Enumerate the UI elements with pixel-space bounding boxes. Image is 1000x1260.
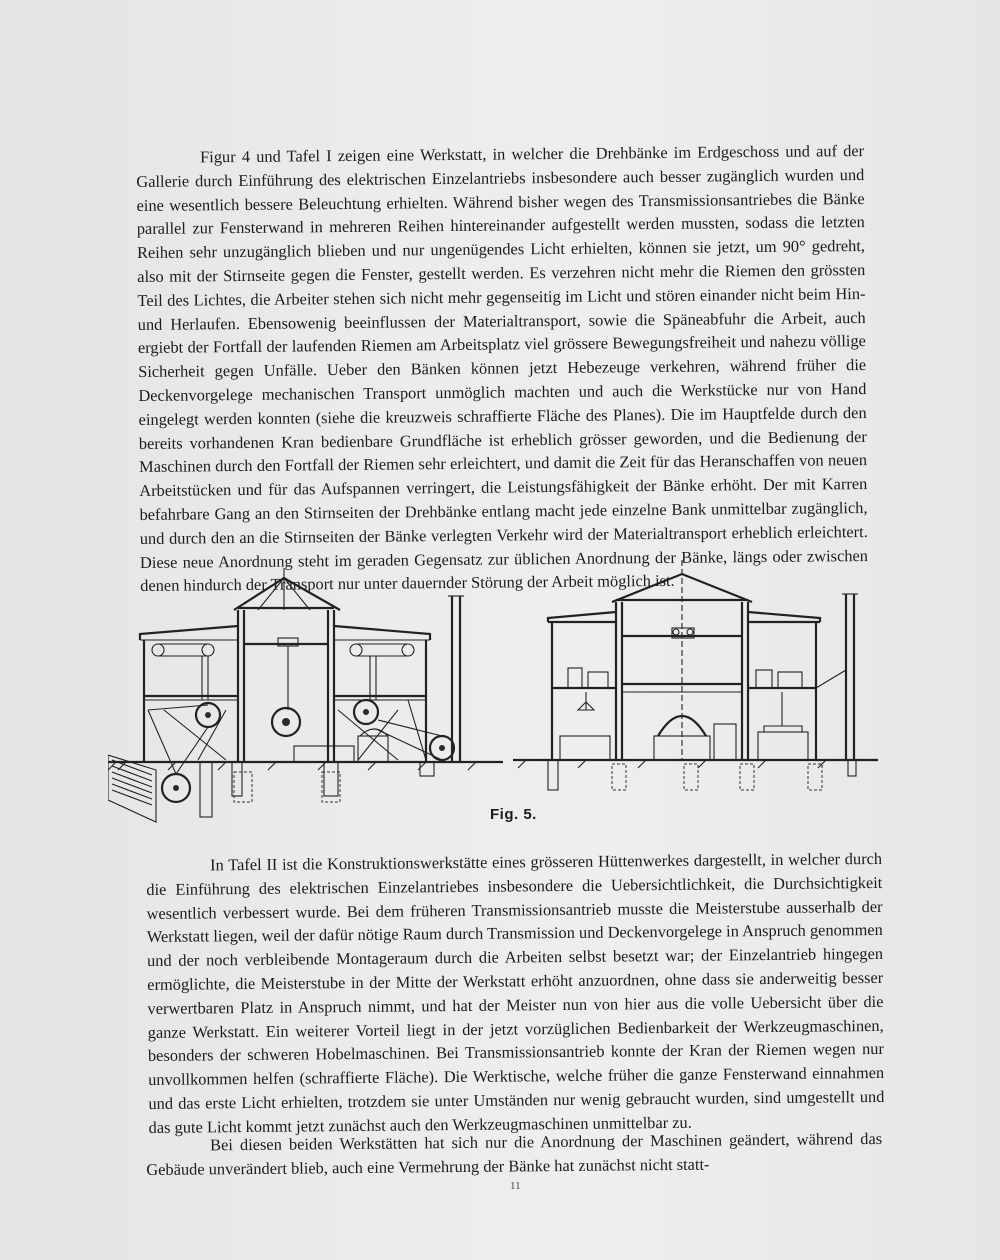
- paragraph-3: Bei diesen beiden Werkstätten hat sich nur die Anordnung der Maschinen geändert, während das Gebäude unverändert blieb, auch eine Vermehrung der Bänke hat zunächst nicht statt-: [146, 1129, 883, 1180]
- page-number: 11: [510, 1180, 521, 1192]
- figure-5-cross-sections: [108, 560, 878, 840]
- workshop-cross-section-drawing: [108, 560, 878, 840]
- left-section-drawing: [108, 568, 503, 822]
- paragraph-1: Figur 4 und Tafel I zeigen eine Werkstatt, in welcher die Drehbänke im Erdgeschoss und auf der Gallerie durch Einführung des elektrischen Einzelantriebs insbesondere auch besser zugänglich wurden und eine wesentlich bessere Beleuchtung erhielten. Während bisher wegen des Transmissionsantriebes die Bänke parallel zur Fensterwand in mehreren Reihen hintereinander aufgestellt werden mussten, sodass die letzten Reihen sehr unzugänglich blieben und nur ungenügendes Licht erhielten, können sie jetzt, um 90° gedreht, also mit der Stirnseite gegen die Fenster, gestellt werden. Es verzehren nicht mehr die Riemen den grössten Teil des Lichtes, die Arbeiter stehen sich nicht mehr gegenseitig im Licht und stören einander nicht beim Hin- und Herlaufen. Ebensowenig beeinflussen der Materialtransport, sowie die Späneabfuhr die Arbeit, auch ergiebt der Fortfall der laufenden Riemen am Arbeitsplatz viel grössere Bewegungsfreiheit und nahezu völlige Sicherheit gegen Unfälle. Ueber den Bänken können jetzt Hebezeuge verkehren, während früher die Deckenvorgelege mechanischen Transport unmöglich machten und auch die Werkstücke nur von Hand eingelegt werden konnten (siehe die kreuzweis schraffierte Fläche des Planes). Die im Hauptfelde durch den bereits vorhandenen Kran bedienbare Grundfläche ist erheblich grösser geworden, und die Bedienung der Maschinen durch den Fortfall der Riemen sehr erleichtert, und damit die Zeit für das Heranschaffen von neuen Arbeitstücken und für das Aufspannen verringert, die Leistungsfähigkeit der Bänke erhöht. Der mit Karren befahrbare Gang an den Stirnseiten der Drehbänke entlang macht jede einzelne Bank unmittelbar zugänglich, und durch den an die Stirnseiten der Bänke verlegten Verkehr wird der Materialtransport erheblich erleichtert. Diese neue Anordnung steht im geraden Gegensatz zur üblichen Anordnung der Bänke, längs oder zwischen denen hindurch der Transport nur unter dauernder Störung der Arbeit möglich ist.: [136, 141, 869, 596]
- paragraph-2: In Tafel II ist die Konstruktionswerkstätte eines grösseren Hüttenwerkes dargestellt, in welcher durch die Einführung des elektrischen Einzelantriebes insbesondere die Uebersichtlichkeit, die Durchsichtigkeit wesentlich verbessert wurde. Bei dem früheren Transmissionsantrieb musste die Meisterstube ausserhalb der Werkstatt liegen, weil der dafür nötige Raum durch Transmission und Deckenvorgelege in Anspruch genommen und der noch verbleibende Montageraum durch die Arbeiten selbst besetzt war; der Einzelantrieb hingegen ermöglichte, die Meisterstube in der Mitte der Werkstatt erhöht anzuordnen, ohne dass sie anderweitig besser verwertbaren Platz in Anspruch nimmt, und hat der Meister nun von hier aus die volle Uebersicht über die ganze Werkstatt. Ein weiterer Vorteil liegt in der jetzt vorzüglichen Bedienbarkeit der Werkzeugmaschinen, besonders der schweren Hobelmaschinen. Bei Transmissionsantrieb konnte der Kran der Riemen wegen nur unvollkommen helfen (schraffierte Fläche). Die Werktische, welche früher die ganze Fensterwand einnahmen und das erste Licht erhielten, trotzdem sie unter Umständen nur wenig gebraucht wurden, sind umgestellt und das gute Licht kommt jetzt zunächst auch den Werkzeugmaschinen unmittelbar zu.: [146, 849, 885, 1138]
- figure-caption: Fig. 5.: [490, 806, 537, 823]
- right-section-drawing: [513, 560, 878, 790]
